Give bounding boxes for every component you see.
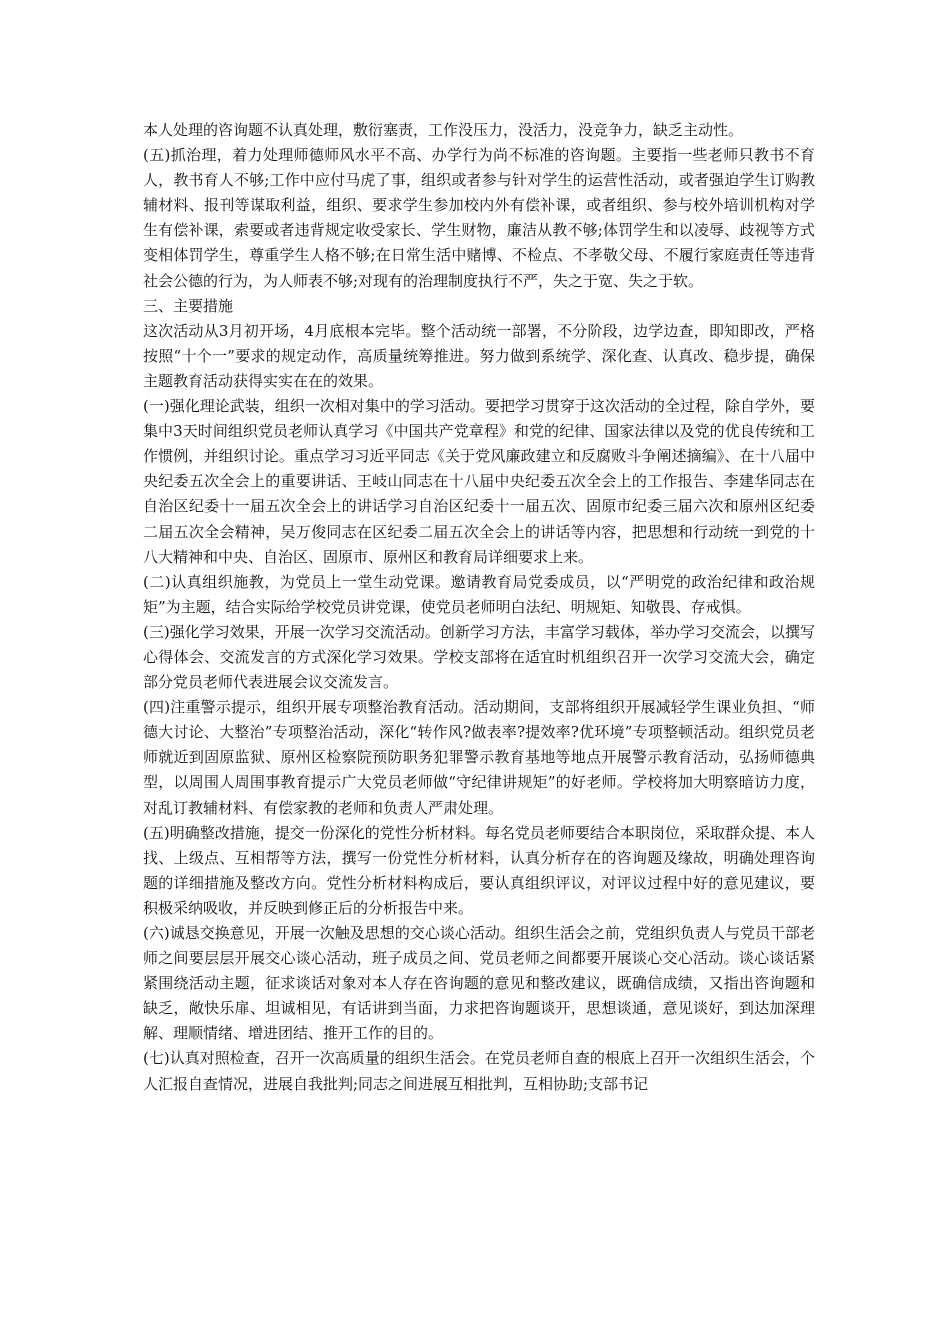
paragraph-5: (二)认真组织施教，为党员上一堂生动党课。邀请教育局党委成员，以“严明党的政治纪律和政治规矩”为主题，结合实际给学校党员讲党课，使党员老师明白法纪、明规矩、知敬畏、存戒惧。 (143, 572, 815, 616)
paragraph-8: (五)明确整改措施，提交一份深化的党性分析材料。每名党员老师要结合本职岗位，采取群众提、本人找、上级点、互相帮等方法，撰写一份党性分析材料，认真分析存在的咨询题及缘故，明确处理咨询题的详细措施及整改方向。党性分析材料构成后，要认真组织评议，对评议过程中好的意见建议，要积极采纳吸收，并反映到修正后的分析报告中来。 (143, 823, 815, 917)
paragraph-6: (三)强化学习效果，开展一次学习交流活动。创新学习方法，丰富学习载体，举办学习交流会，以撰写心得体会、交流发言的方式深化学习效果。学校支部将在适宜时机组织召开一次学习交流大会，确定部分党员老师代表进展会议交流发言。 (143, 622, 815, 692)
paragraph-1: 本人处理的咨询题不认真处理，敷衍塞责，工作没压力，没活力，没竞争力，缺乏主动性。 (143, 121, 744, 139)
document-body (143, 118, 815, 1097)
paragraph-9: (六)诚恳交换意见，开展一次触及思想的交心谈心活动。组织生活会之前，党组织负责人与党员干部老师之间要层层开展交心谈心活动，班子成员之间、党员老师之间都要开展谈心交心活动。谈心谈话紧紧围绕活动主题，征求谈话对象对本人存在咨询题的意见和整改建议，既确信成绩，又指出咨询题和缺乏，敞快乐扉、坦诚相见，有话讲到当面，力求把咨询题谈开，思想谈通，意见谈好，到达加深理解、理顺情绪、增进团结、推开工作的目的。 (143, 924, 815, 1043)
section-heading: 三、主要措施 (143, 296, 234, 315)
paragraph-4: (一)强化理论武装，组织一次相对集中的学习活动。要把学习贯穿于这次活动的全过程，除自学外，要集中3天时间组织党员老师认真学习《中国共产党章程》和党的纪律、国家法律以及党的优良传统和工作惯例，并组织讨论。重点学习习近平同志《关于党风廉政建立和反腐败斗争阐述摘编》、在十八届中央纪委五次全会上的重要讲话、王岐山同志在十八届中央纪委五次全会上的工作报告、李建华同志在自治区纪委十一届五次全会上的讲话学习自治区纪委十一届五次、固原市纪委三届六次和原州区纪委二届五次全会精神，吴万俊同志在区纪委二届五次全会上的讲话等内容，把思想和行动统一到党的十八大精神和中央、自治区、固原市、原州区和教育局详细要求上来。 (143, 397, 815, 566)
paragraph-3: 这次活动从3月初开场，4月底根本完毕。整个活动统一部署，不分阶段，边学边查，即知即改，严格按照“十个一”要求的规定动作，高质量统筹推进。努力做到系统学、深化查、认真改、稳步提，确保主题教育活动获得实实在在的效果。 (143, 321, 815, 390)
paragraph-2: (五)抓治理，着力处理师德师风水平不高、办学行为尚不标准的咨询题。主要指一些老师只教书不育人，教书育人不够;工作中应付马虎了事，组织或者参与针对学生的运营性活动，或者强迫学生订购教辅材料、报刊等谋取利益，组织、要求学生参加校内外有偿补课，或者组织、参与校外培训机构对学生有偿补课，索要或者违背规定收受家长、学生财物，廉洁从教不够;体罚学生和以凌辱、歧视等方式变相体罚学生，尊重学生人格不够;在日常生活中赌博、不检点、不孝敬父母、不履行家庭责任等违背社会公德的行为，为人师表不够;对现有的治理制度执行不严，失之于宽、失之于软。 (143, 146, 815, 290)
paragraph-10: (七)认真对照检查，召开一次高质量的组织生活会。在党员老师自查的根底上召开一次组织生活会，个人汇报自查情况，进展自我批判;同志之间进展互相批判，互相协助;支部书记 (143, 1049, 815, 1093)
paragraph-7: (四)注重警示提示，组织开展专项整治教育活动。活动期间，支部将组织开展减轻学生课业负担、“师德大讨论、大整治”专项整治活动，深化“转作风?做表率?提效率?优环境”专项整顿活动。组织党员老师就近到固原监狱、原州区检察院预防职务犯罪警示教育基地等地点开展警示教育活动，弘扬师德典型，以周围人周围事教育提示广大党员老师做“守纪律讲规矩”的好老师。学校将加大明察暗访力度，对乱订教辅材料、有偿家教的老师和负责人严肃处理。 (143, 698, 815, 817)
